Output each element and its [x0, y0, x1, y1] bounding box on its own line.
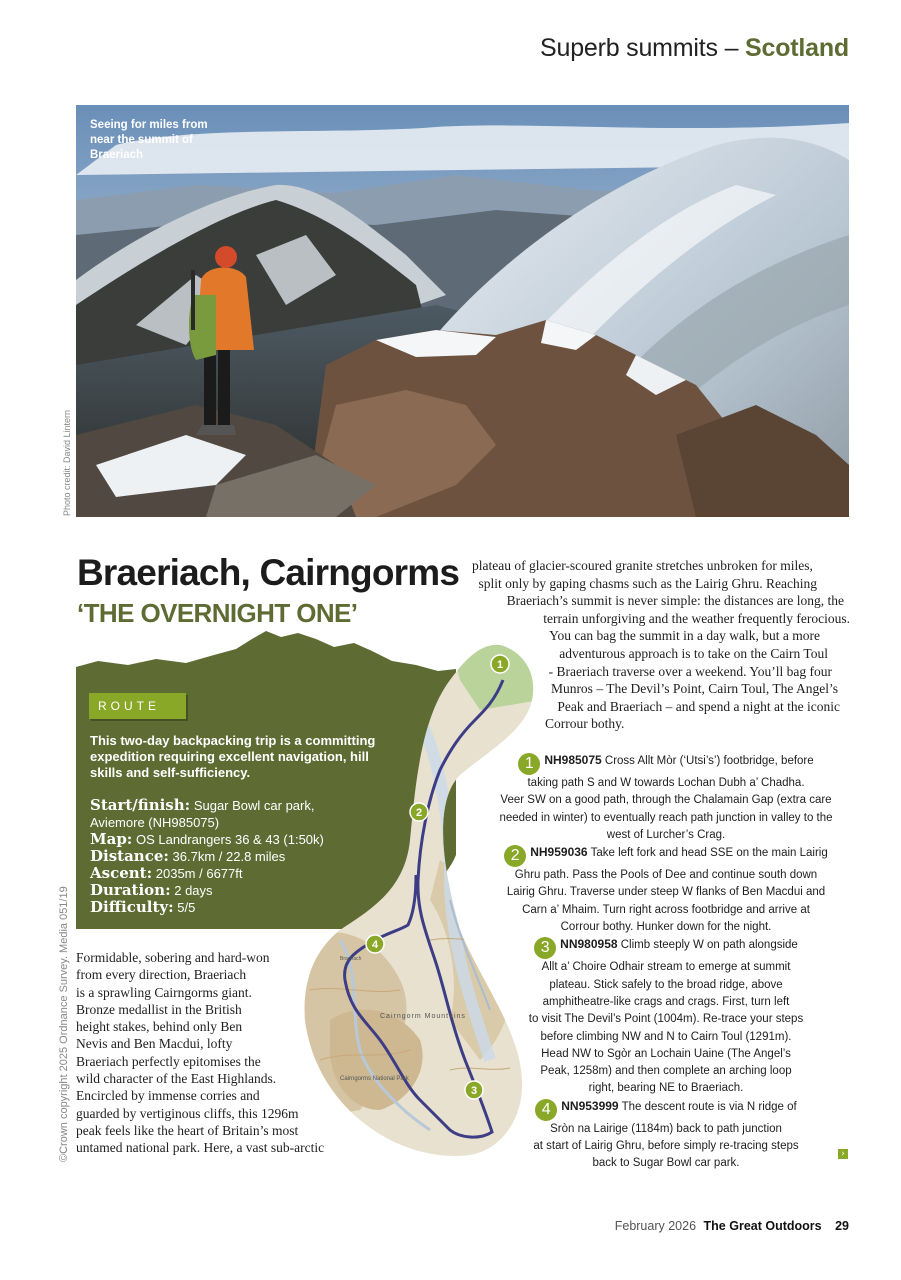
body-line: Munros – The Devil’s Point, Cairn Toul, The Angel’s: [550, 681, 838, 697]
map-label-cairngorm: Cairngorm Mountains: [380, 1013, 466, 1020]
fact-start: Start/finish: Sugar Bowl car park,: [90, 796, 315, 814]
step-number: 1: [518, 753, 540, 775]
route-tag: ROUTE: [89, 693, 186, 719]
body-line: guarded by vertiginous cliffs, this 1296m: [76, 1105, 299, 1121]
body-line: Corrour bothy.: [545, 716, 625, 732]
map-marker-2: [410, 803, 428, 821]
step-1: 1 NH985075 Cross Allt Mòr (‘Utsi’s’) footbridge, before taking path S and W towards Lochan Dubh a’ Chadha. Veer SW on a good path, through the Chalamain Gap (extra care needed in winter) to eventually reach path junction in valley to the west of Lurcher’s Crag.: [499, 753, 833, 841]
body-line: from every direction, Braeriach: [76, 967, 247, 983]
fact-start-cont: Aviemore (NH985075): [90, 815, 220, 830]
fact-map: Map: OS Landrangers 36 & 43 (1:50k): [90, 830, 324, 848]
grid-ref: NN953999: [561, 1098, 619, 1113]
step-number: 2: [504, 845, 526, 867]
body-line: Formidable, sobering and hard-won: [76, 950, 270, 965]
fact-distance: Distance: 36.7km / 22.8 miles: [90, 847, 286, 865]
page-footer: [615, 1219, 849, 1233]
hero-photo: [76, 105, 849, 517]
body-line: peak feels like the heart of Britain’s most: [76, 1122, 299, 1138]
step-number: 4: [535, 1099, 557, 1121]
hero-illustration: [76, 105, 849, 517]
kicker-region: Scotland: [745, 34, 849, 62]
body-line: untamed national park. Here, a vast sub-arctic: [76, 1140, 325, 1156]
body-line: terrain unforgiving and the weather frequently ferocious.: [543, 610, 850, 626]
hero-caption: Seeing for miles from near the summit of Braeriach: [90, 119, 208, 161]
svg-text:4: 4: [371, 939, 379, 951]
article-subtitle: ‘THE OVERNIGHT ONE’: [77, 598, 358, 628]
route-intro: This two-day backpacking trip is a committing expedition requiring excellent navigation, hill skills and self-sufficiency.: [90, 733, 376, 780]
article-title: Braeriach, Cairngorms: [77, 552, 460, 593]
end-of-article-icon: ›: [838, 1149, 848, 1159]
map-marker-4: [366, 935, 384, 953]
section-kicker: [540, 34, 849, 63]
body-line: Braeriach perfectly epitomises the: [76, 1053, 261, 1069]
body-line: - Braeriach traverse over a weekend. You’ll bag four: [548, 663, 832, 679]
step-3: 3 NN980958 Climb steeply W on path alongside Allt a’ Choire Odhair stream to emerge at summit plateau. Stick safely to the broad ridge, above amphitheatre-like crags and crags. First, turn left to visit The Devil’s Point (1004m). Re-trace your steps before climbing NW and N to Cairn Toul (1291m). Head NW to Sgòr an Lochain Uaine (The Angel’s Peak, 1258m) and then complete an arching loop right, bearing NE to Braeriach.: [528, 937, 804, 1095]
fact-difficulty: Difficulty: 5/5: [90, 898, 196, 916]
body-line: Nevis and Ben Macdui, lofty: [76, 1036, 233, 1052]
body-line: wild character of the East Highlands.: [76, 1071, 277, 1087]
map-label-park: Cairngorms National Park: [340, 1076, 409, 1082]
grid-ref: NH985075: [544, 753, 602, 767]
body-line: Braeriach’s summit is never simple: the distances are long, the: [506, 593, 844, 609]
step-4: 4 NN953999 The descent route is via N ridge of Sròn na Lairige (1184m) back to path junction at start of Lairig Ghru, before simply re-tracing steps back to Sugar Bowl car park.: [533, 1098, 799, 1170]
svg-text:2: 2: [415, 807, 423, 819]
map-label-braeriach: Braeriach: [340, 956, 362, 962]
body-line: height stakes, behind only Ben: [76, 1019, 243, 1035]
magazine-name: The Great Outdoors: [703, 1219, 822, 1233]
intro-body-left: [76, 949, 346, 1157]
body-line: You can bag the summit in a day walk, but a more: [549, 628, 820, 644]
body-line: Peak and Braeriach – and spend a night at the iconic: [557, 698, 840, 714]
svg-text:3: 3: [470, 1085, 478, 1097]
step-number: 3: [534, 937, 556, 959]
photo-credit: Photo credit: David Lintern: [62, 409, 72, 516]
issue-date: February 2026: [614, 1219, 697, 1233]
body-line: Encircled by immense corries and: [76, 1088, 260, 1104]
map-marker-3: [465, 1081, 483, 1099]
grid-ref: NN980958: [560, 937, 618, 952]
intro-body-right: [472, 557, 850, 733]
body-line: plateau of glacier-scoured granite stretches unbroken for miles,: [472, 558, 813, 573]
grid-ref: NH959036: [530, 845, 588, 860]
step-2: 2 NH959036 Take left fork and head SSE on the main Lairig Ghru path. Pass the Pools of Dee and continue south down Lairig Ghru. Traverse under steep W flanks of Ben Macdui and Carn a’ Mhaim. Turn right across footbridge and arrive at Corrour bothy. Hunker down for the night.: [490, 844, 842, 936]
page-number: 29: [835, 1219, 849, 1233]
fact-ascent: Ascent: 2035m / 6677ft: [90, 864, 243, 882]
route-steps: [490, 752, 842, 1173]
kicker-prefix: Superb summits –: [540, 34, 746, 62]
body-line: split only by gaping chasms such as the Lairig Ghru. Reaching: [478, 575, 817, 591]
body-line: is a sprawling Cairngorms giant.: [76, 984, 252, 1000]
fact-duration: Duration: 2 days: [90, 881, 213, 899]
svg-text:1: 1: [496, 659, 504, 671]
map-credit: ©Crown copyright 2025 Ordnance Survey. Media 051/19: [58, 886, 70, 1162]
body-line: adventurous approach is to take on the Cairn Toul: [559, 645, 828, 661]
body-line: Bronze medallist in the British: [76, 1001, 242, 1017]
